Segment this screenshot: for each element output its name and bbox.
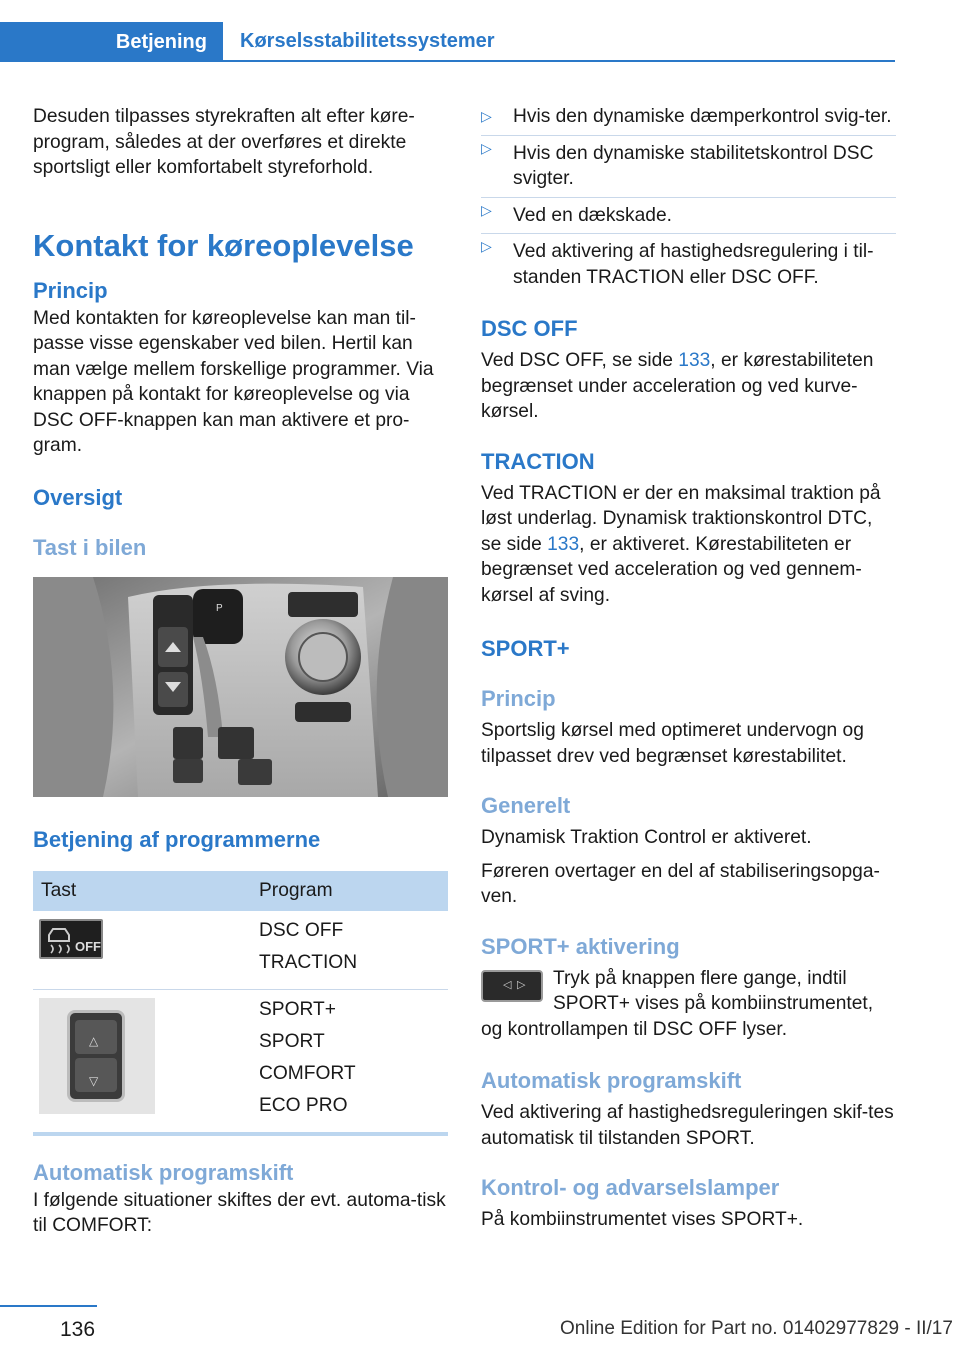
- edition-note: Online Edition for Part no. 01402977829 - II/17: [560, 1318, 953, 1339]
- table-header-tast: Tast: [33, 871, 251, 911]
- arrow-down-icon: ▽: [89, 1073, 99, 1088]
- intro-paragraph: Desuden tilpasses styrekraften alt efter køre-program, således at der overføres et direkte sportsligt eller komfortabelt styreforhold.: [33, 106, 415, 178]
- princip-heading: Princip: [33, 277, 108, 303]
- betjening-heading: Betjening af programmerne: [33, 826, 321, 852]
- program-sport-plus: SPORT+: [259, 998, 336, 1020]
- triangle-bullet-icon: ▷: [481, 238, 492, 254]
- table-row: [33, 911, 448, 990]
- dsc-off-paragraph: Ved DSC OFF, se side 133, er kørestabiliteten begrænset under acceleration og ved kurve-kørsel.: [481, 350, 874, 422]
- svg-text:P: P: [216, 602, 223, 614]
- arrow-right-icon: ▷: [517, 978, 526, 991]
- list-item: ▷ Ved aktivering af hastighedsregulering i til-standen TRACTION eller DSC OFF.: [481, 233, 896, 290]
- section-title: Kontakt for køreoplevelse: [33, 227, 414, 263]
- arrow-up-icon: △: [89, 1033, 99, 1048]
- program-sport: SPORT: [259, 1030, 325, 1052]
- car-skid-icon: [45, 925, 73, 955]
- tab-koerselsstabilitetssystemer[interactable]: Kørselsstabilitetssystemer: [240, 29, 495, 52]
- program-comfort: COMFORT: [259, 1062, 356, 1084]
- right-auto-programskift-heading: Automatisk programskift: [481, 1068, 742, 1093]
- program-eco-pro: ECO PRO: [259, 1094, 348, 1116]
- auto-programskift-paragraph: I følgende situationer skiftes der evt. automa-tisk til COMFORT:: [33, 1189, 446, 1236]
- aktivering-block: [481, 966, 896, 1043]
- mode-button-image: [39, 998, 155, 1114]
- kontrol-paragraph: På kombiinstrumentet vises SPORT+.: [481, 1209, 804, 1230]
- sport-princip-paragraph: Sportslig kørsel med optimeret undervogn og tilpasset drev ved begrænset kørestabilitet.: [481, 720, 864, 767]
- traction-paragraph: Ved TRACTION er der en maksimal traktion på løst underlag. Dynamisk traktionskontrol DTC, se side 133, er aktiveret. Kørestabiliteten er begrænset ved acceleration og ved gennem-kørsel af sving.: [481, 482, 881, 606]
- mode-switch-image: [481, 970, 543, 1002]
- console-photo: [33, 577, 448, 797]
- right-auto-programskift-paragraph: Ved aktivering af hastighedsreguleringen skif-tes automatisk til tilstanden SPORT.: [481, 1102, 894, 1149]
- header-rule: [0, 60, 895, 62]
- triangle-bullet-icon: ▷: [481, 201, 492, 218]
- page-number: 136: [60, 1318, 96, 1341]
- table-row: [33, 989, 448, 1134]
- bullet-list: [481, 104, 896, 290]
- triangle-bullet-icon: ▷: [481, 139, 492, 156]
- auto-programskift-heading: Automatisk programskift: [33, 1159, 294, 1185]
- program-dsc-off: DSC OFF: [259, 919, 344, 941]
- generelt-heading: Generelt: [481, 793, 571, 818]
- right-column: [481, 96, 896, 1233]
- sport-aktivering-heading: SPORT+ aktivering: [481, 933, 680, 959]
- triangle-bullet-icon: ▷: [481, 108, 492, 124]
- generelt-paragraph-2: Føreren overtager en del af stabiliseringsopga-ven.: [481, 860, 880, 907]
- program-table: [33, 871, 448, 1136]
- page-link-133[interactable]: 133: [678, 350, 711, 371]
- sport-princip-heading: Princip: [481, 686, 556, 711]
- left-column: [33, 96, 448, 1239]
- generelt-paragraph-1: Dynamisk Traktion Control er aktiveret.: [481, 827, 812, 848]
- arrow-left-icon: ◁: [503, 978, 512, 991]
- console-photo-illustration: [33, 577, 448, 797]
- page-link-133[interactable]: 133: [547, 533, 580, 555]
- header-tabs: [0, 22, 895, 62]
- footer-rule: [0, 1305, 97, 1307]
- list-item: ▷ Hvis den dynamiske stabilitetskontrol DSC svigter.: [481, 135, 896, 192]
- kontrol-heading: Kontrol- og advarselslamper: [481, 1175, 780, 1200]
- traction-heading: TRACTION: [481, 448, 595, 474]
- tab-betjening[interactable]: Betjening: [0, 22, 223, 62]
- list-item: ▷ Ved en dækskade.: [481, 197, 896, 229]
- table-header-program: Program: [251, 871, 448, 911]
- program-traction: TRACTION: [259, 951, 358, 973]
- princip-paragraph: Med kontakten for køreoplevelse kan man til-passe visse egenskaber ved bilen. Hertil kan man vælge mellem forskellige programmer. Via knappen på kontakt for køreoplevelse og via DSC OFF-knappen kan man aktivere et pro-gram.: [33, 307, 434, 456]
- aktivering-paragraph: Tryk på knappen flere gange, indtil SPORT+ vises på kombiinstrumentet, og kontrollampen til DSC OFF lyser.: [481, 967, 874, 1040]
- list-item: ▷ Hvis den dynamiske dæmperkontrol svig-ter.: [481, 104, 896, 130]
- off-label: OFF: [75, 938, 101, 954]
- oversigt-heading: Oversigt: [33, 484, 123, 510]
- dsc-off-heading: DSC OFF: [481, 316, 578, 341]
- tast-heading: Tast i bilen: [33, 534, 147, 560]
- dsc-off-button-image: [39, 919, 103, 959]
- sport-plus-heading: SPORT+: [481, 636, 570, 661]
